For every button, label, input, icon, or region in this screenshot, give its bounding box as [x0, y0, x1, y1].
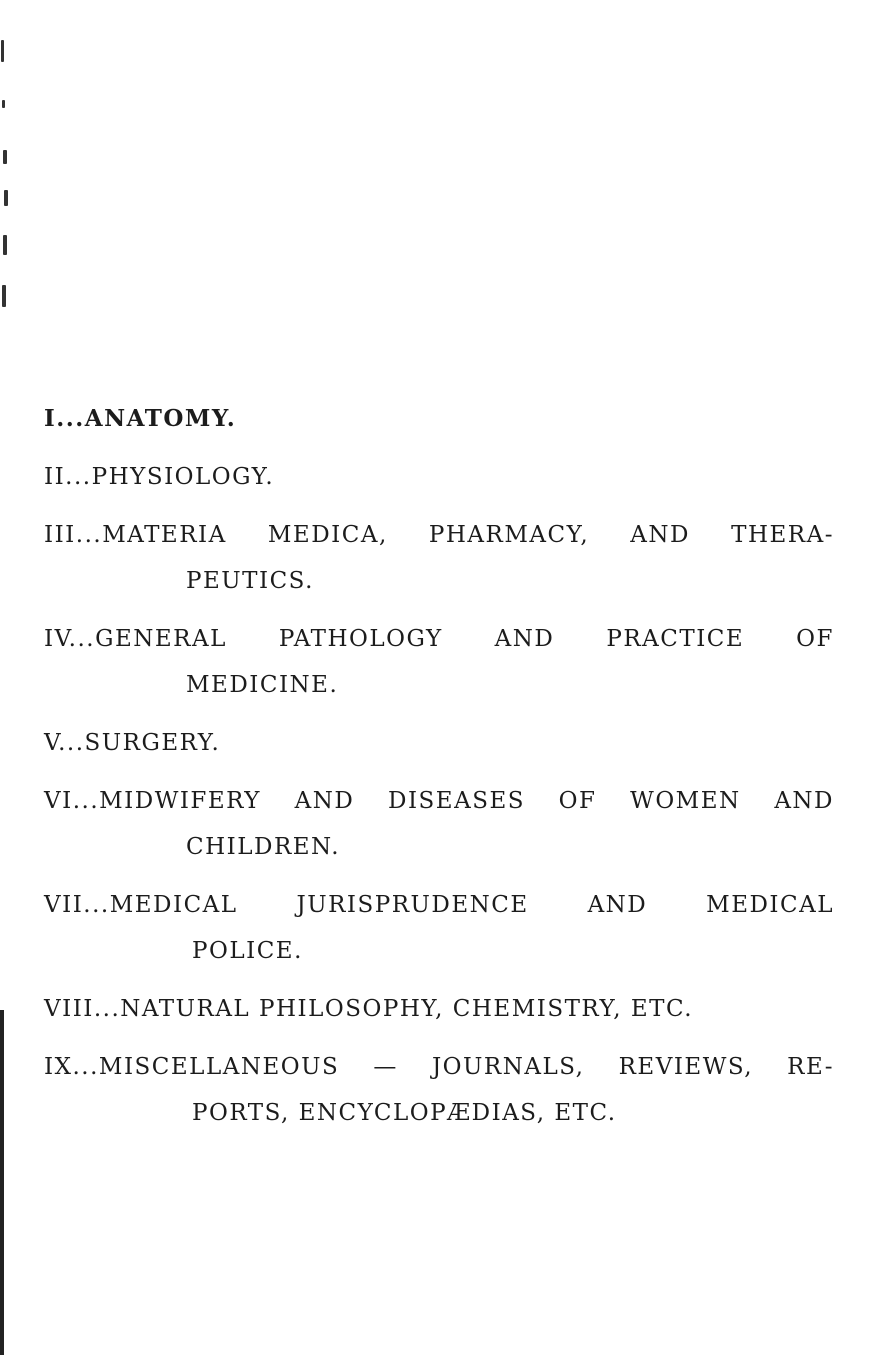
entry-line: II...PHYSIOLOGY. [44, 464, 275, 490]
entry-continuation: PEUTICS. [186, 568, 314, 594]
entry-line: IV...GENERAL PATHOLOGY AND PRACTICE OF [44, 626, 834, 652]
entry-continuation: CHILDREN. [186, 834, 341, 860]
contents-entry-ix [44, 1044, 834, 1136]
entry-continuation: POLICE. [192, 938, 303, 964]
binding-speck [3, 150, 7, 164]
contents-entry-viii [44, 986, 834, 1032]
contents-list [44, 396, 834, 1136]
entry-line: IX...MISCELLANEOUS — JOURNALS, REVIEWS, RE- [44, 1054, 834, 1080]
contents-entry-iii [44, 512, 834, 604]
entry-continuation: PORTS, ENCYCLOPÆDIAS, ETC. [192, 1100, 617, 1126]
contents-entry-iv [44, 616, 834, 708]
entry-line: VIII...NATURAL PHILOSOPHY, CHEMISTRY, ETC. [44, 996, 694, 1022]
entry-line: VII...MEDICAL JURISPRUDENCE AND MEDICAL [44, 892, 834, 918]
binding-edge [0, 1010, 4, 1355]
binding-specks [0, 0, 12, 340]
contents-entry-ii [44, 454, 834, 500]
entry-line: I...ANATOMY. [44, 405, 237, 432]
contents-entry-vii [44, 882, 834, 974]
binding-speck [3, 235, 7, 255]
entry-line: VI...MIDWIFERY AND DISEASES OF WOMEN AND [44, 788, 834, 814]
binding-speck [4, 190, 8, 206]
entry-continuation: MEDICINE. [186, 672, 339, 698]
contents-entry-v [44, 720, 834, 766]
contents-entry-vi [44, 778, 834, 870]
contents-entry-i [44, 396, 834, 442]
binding-speck [2, 285, 6, 307]
binding-speck [2, 100, 5, 108]
binding-speck [1, 40, 4, 62]
entry-line: V...SURGERY. [44, 730, 221, 756]
entry-line: III...MATERIA MEDICA, PHARMACY, AND THERA- [44, 522, 834, 548]
